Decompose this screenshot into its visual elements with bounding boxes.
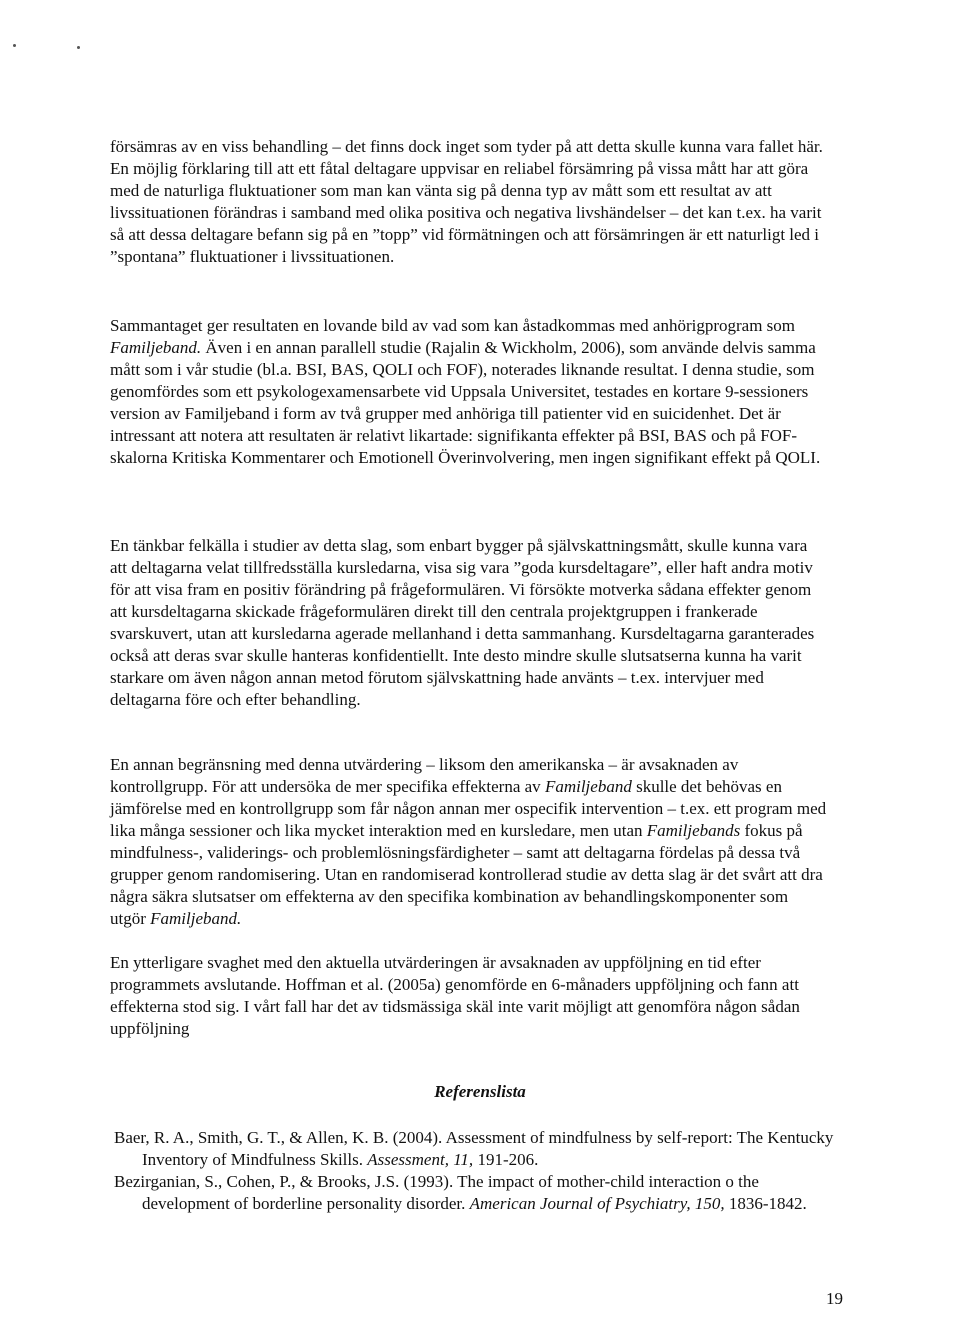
reference-list xyxy=(114,1127,834,1215)
text-run: skulle det behövas en jämförelse med en kontrollgrupp som får någon annan mer ospecifik intervention – t.ex. ett program med lika många sessioner och lika mycket interaktion med en kursledare, men utan xyxy=(110,777,827,840)
text-run: 191-206. xyxy=(473,1150,539,1169)
text-run: Sammantaget ger resultaten en lovande bild av vad som kan åstadkommas med anhörigprogram som xyxy=(110,316,796,335)
text-run: En tänkbar felkälla i studier av detta slag, som enbart bygger på självskattningsmått, skulle kunna vara att deltagarna velat tillfredsställa kursledarna, visa sig vara ”goda kursdeltagare”, eller haft andra motiv för att visa fram en positiv förändring på frågeformulären. Vi försökte motverka sådana effekter genom att kursdeltagarna skickade frågeformulären direkt till den centrala projektgruppen i frankerade svarskuvert, utan att kursledarna agerade mellanhand i detta sammanhang. Kursdeltagarna garanterades också att deras svar skulle hanteras konfidentiellt. Inte desto mindre skulle slutsatserna kunna ha varit starkare om även någon annan metod förutom självskattning hade använts – t.ex. intervjuer med deltagarna före och efter behandling. xyxy=(110,536,815,709)
scan-speck xyxy=(13,44,16,47)
body-paragraph-2 xyxy=(110,315,828,469)
body-paragraph-1 xyxy=(110,136,828,268)
text-run: Baer, R. A., Smith, G. T., & Allen, K. B. (2004). Assessment of mindfulness by self-report: The Kentucky Inventory of Mindfulness Skills. xyxy=(114,1128,834,1169)
body-paragraph-5 xyxy=(110,952,828,1040)
body-paragraph-3 xyxy=(110,535,828,711)
italic-text: Familjebands xyxy=(646,821,741,840)
reference-item-2 xyxy=(114,1171,834,1215)
scan-speck xyxy=(77,46,80,49)
text-run: En annan begränsning med denna utvärdering – liksom den amerikanska – är avsaknaden av kontrollgrupp. För att undersöka de mer specifika effekterna av xyxy=(110,755,739,796)
italic-text: Familjeband. xyxy=(110,338,202,357)
text-run: Även i en annan parallell studie (Rajalin & Wickholm, 2006), som använde delvis samma mått som i vår studie (bl.a. BSI, BAS, QOLI och FOF), noterades liknande resultat. I denna studie, som genomfördes som ett psykologexamensarbete vid Uppsala Universitet, testades en kortare 9-sessioners version av Familjeband i form av två grupper med anhöriga till patienter vid en suicidenhet. Det är intressant att notera att resultaten är relativt likartade: signifikanta effekter på BSI, BAS och på FOF-skalorna Kritiska Kommentarer och Emotionell Överinvolvering, men ingen signifikant effekt på QOLI. xyxy=(110,338,821,467)
italic-text: Familjeband. xyxy=(150,909,242,928)
italic-text: Familjeband xyxy=(544,777,632,796)
page-number: 19 xyxy=(826,1289,843,1308)
text-run: fokus på mindfulness-, validerings- och problemlösningsfärdigheter – samt att deltagarna fördelas på dessa två grupper genom randomisering. Utan en randomiserad kontrollerad studie av detta slag är det svårt att dra några säkra slutsatser om effekterna av den specifika kombination av behandlingskomponenter som utgör xyxy=(110,821,823,928)
text-run: Bezirganian, S., Cohen, P., & Brooks, J.S. (1993). The impact of mother-child interaction o the development of borderline personality disorder. xyxy=(114,1172,759,1213)
text-run: En ytterligare svaghet med den aktuella utvärderingen är avsaknaden av uppföljning en tid efter programmets avslutande. Hoffman et al. (2005a) genomförde en 6-månaders uppföljning och fann att effekterna stod sig. I vårt fall har det av tidsmässiga skäl inte varit möjligt att genomföra någon sådan uppföljning xyxy=(110,953,800,1038)
text-run: försämras av en viss behandling – det finns dock inget som tyder på att detta skulle kunna vara fallet här. En möjlig förklaring till att ett fåtal deltagare uppvisar en reliabel försämring på vissa mått har att göra med de naturliga fluktuationer som man kan vänta sig på denna typ av mått som ett resultat av att livssituationen förändras i samband med olika positiva och negativa livshändelser – det kan t.ex. ha varit så att dessa deltagare befann sig på en ”topp” vid förmätningen och att försämringen är ett naturligt led i ”spontana” fluktuationer i livssituationen. xyxy=(110,137,823,266)
italic-text: Assessment, 11, xyxy=(367,1150,474,1169)
body-paragraph-4 xyxy=(110,754,828,930)
text-run: 1836-1842. xyxy=(724,1194,807,1213)
references-heading: Referenslista xyxy=(434,1082,526,1101)
italic-text: American Journal of Psychiatry, 150, xyxy=(469,1194,725,1213)
reference-item-1 xyxy=(114,1127,834,1171)
